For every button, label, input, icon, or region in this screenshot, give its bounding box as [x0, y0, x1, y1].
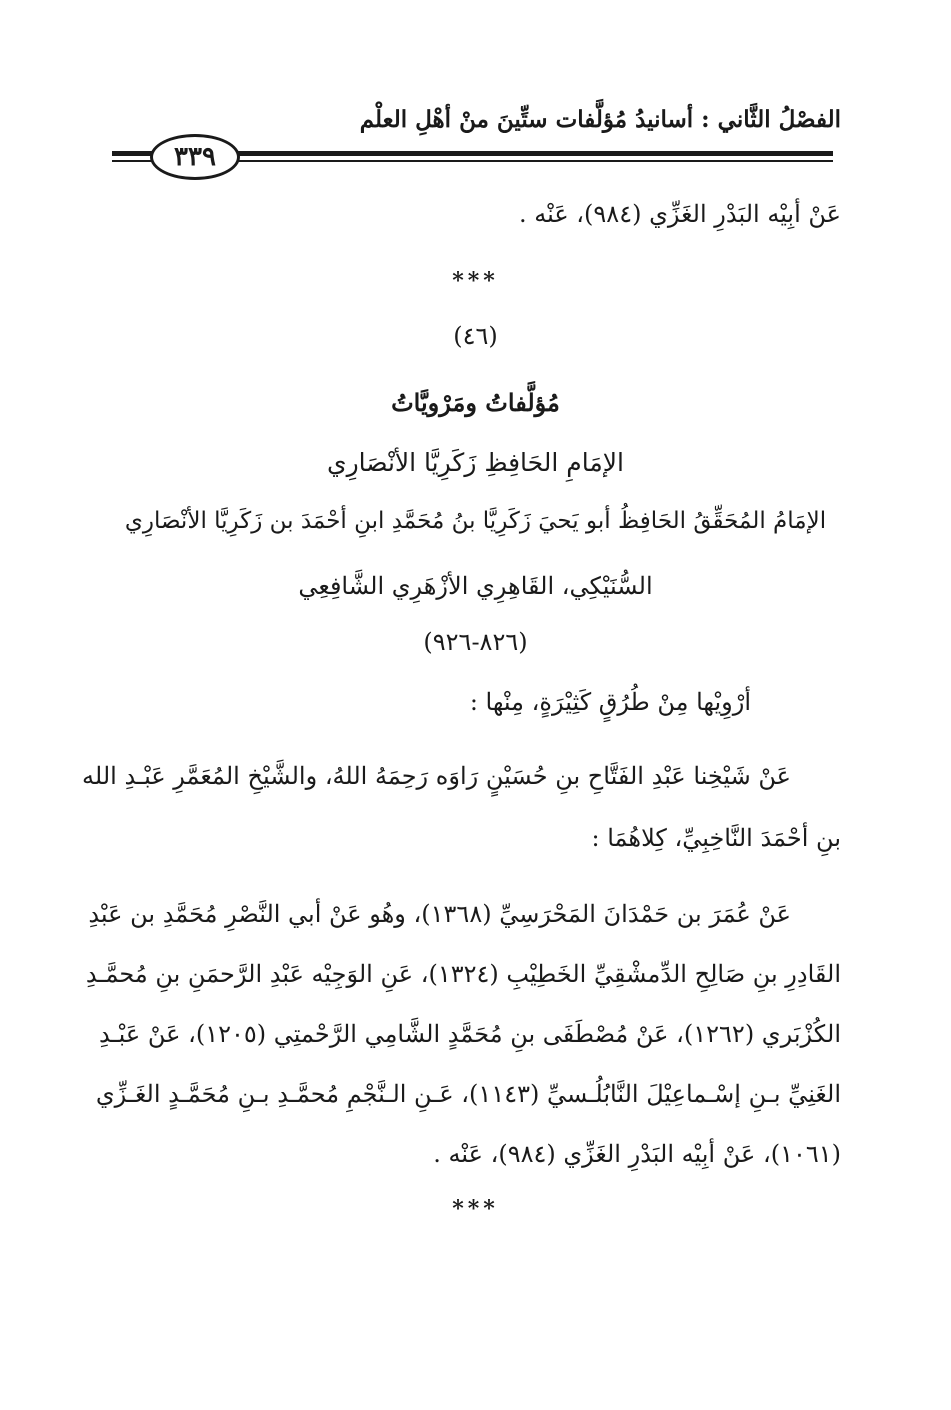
paragraph-2-line-5: (١٠٦١)، عَنْ أبِيْه البَدْرِ الغَزِّي (٩٨٤)، عَنْه .: [433, 1140, 841, 1168]
life-dates: (٨٢٦-٩٢٦): [423, 628, 528, 656]
paragraph-2-line-1: عَنْ عُمَرَ بن حَمْدَانَ المَحْرَسِيِّ (١٣٦٨)، وهُو عَنْ أبي النَّصْرِ مُحَمَّدِ بن عَبْدِ: [88, 900, 791, 928]
paragraph-2-line-2: القَادِرِ بنِ صَالِحِ الدِّمشْقِيِّ الخَطِيْبِ (١٣٢٤)، عَنِ الوَجِيْه عَبْدِ الرَّحمَنِ بنِ مُحمَّـدِ: [85, 960, 841, 988]
entry-number: (٤٦): [453, 322, 498, 350]
paragraph-2-line-4: الغَنِيِّ بـنِ إسْـماعِيْلَ النَّابُلُـسيِّ (١١٤٣)، عَـنِ الـنَّجْمِ مُحمَّـدِ بـنِ مُحَمَّـدٍ الغَـزِّي: [95, 1080, 841, 1108]
scholar-name: الإمَامِ الحَافِظِ زَكَرِيَّا الأنْصَارِي: [327, 448, 624, 477]
paragraph-1-line-1: عَنْ شَيْخِنا عَبْدِ الفَتَّاحِ بنِ حُسَيْنٍ رَاوَه رَحِمَهُ اللهُ، والشَّيْخِ المُعَمَّرِ عَبْـدِ الله: [82, 762, 791, 790]
separator-stars-bottom: ***: [452, 1196, 499, 1222]
full-name-line-1: الإمَامُ المُحَقِّقُ الحَافِظُ أبو يَحيَ زَكَرِيَّا بنُ مُحَمَّدِ ابنِ أحْمَدَ بن زَكَرِيَّا الأنْصَارِي: [124, 508, 827, 534]
chapter-header: الفصْلُ الثَّاني : أسانيدُ مُؤلَّفات ستِّينَ منْ أهْلِ العلْم: [359, 106, 841, 133]
full-name-line-2: السُّنَيْكِي، القَاهِرِي الأزْهَرِي الشَّافِعِي: [298, 572, 653, 600]
page-number-badge: ٣٣٩: [150, 134, 240, 180]
separator-stars-top: ***: [452, 268, 499, 294]
opening-line: عَنْ أبِيْه البَدْرِ الغَزِّي (٩٨٤)، عَنْه .: [518, 200, 841, 228]
intro-line: أرْوِيْها مِنْ طُرُقٍ كَثِيْرَةٍ، مِنْها :: [469, 688, 751, 716]
paragraph-2-line-3: الكُزْبَري (١٢٦٢)، عَنْ مُصْطَفَى بنِ مُحَمَّدٍ الشَّامِي الرَّحْمتِي (١٢٠٥)، عَنْ عَبْـدِ: [99, 1020, 841, 1048]
section-title: مُؤلَّفاتُ ومَرْويَّاتُ: [391, 388, 560, 417]
paragraph-1-line-2: بنِ أحْمَدَ النَّاخِبِيِّ، كِلاهُمَا :: [591, 824, 841, 852]
